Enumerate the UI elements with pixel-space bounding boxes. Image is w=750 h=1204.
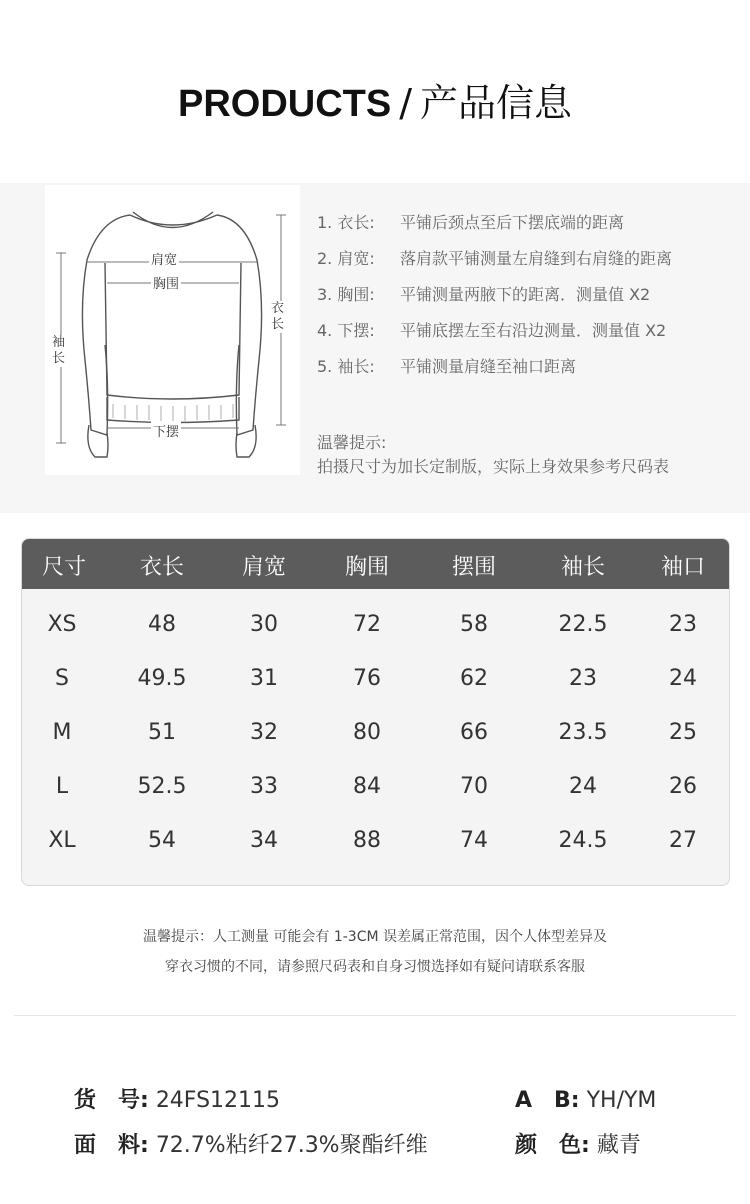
table-row <box>22 815 729 869</box>
measure-text: 平铺后颈点至后下摆底端的距离 <box>400 213 625 232</box>
table-cell: 30 <box>250 612 278 637</box>
table-cell: 51 <box>148 720 176 745</box>
material-label: 面 料: <box>74 1133 149 1158</box>
table-cell: 25 <box>669 720 697 745</box>
measure-label: 4. 下摆: <box>317 321 375 340</box>
table-cell: 23 <box>569 666 597 691</box>
table-cell: 23 <box>669 612 697 637</box>
product-color <box>515 1128 641 1159</box>
table-cell: 48 <box>148 612 176 637</box>
table-cell: S <box>55 666 69 691</box>
table-cell: XL <box>48 828 76 853</box>
table-cell: 34 <box>250 828 278 853</box>
measure-item <box>317 210 672 246</box>
table-cell: 23.5 <box>558 720 608 745</box>
title-separator: / <box>399 81 413 125</box>
measure-text: 落肩款平铺测量左肩缝到右肩缝的距离 <box>400 249 673 268</box>
diagram-label-length: 衣长 <box>271 301 285 332</box>
table-row <box>22 761 729 815</box>
divider <box>14 1015 736 1016</box>
table-row <box>22 707 729 761</box>
table-cell: 24.5 <box>558 828 608 853</box>
sweatshirt-diagram <box>45 185 300 475</box>
measure-text: 平铺底摆左至右沿边测量．测量值 X2 <box>400 321 667 340</box>
table-cell: XS <box>47 612 77 637</box>
product-sku <box>74 1083 280 1114</box>
ab-value: YH/YM <box>586 1088 657 1113</box>
table-cell: L <box>55 774 69 799</box>
table-cell: 66 <box>460 720 488 745</box>
measure-label: 1. 衣长: <box>317 213 375 232</box>
diagram-label-shoulder: 肩宽 <box>149 249 179 268</box>
measurement-note <box>0 922 750 982</box>
size-table <box>21 538 730 886</box>
table-cell: 49.5 <box>137 666 187 691</box>
header-sleeve: 袖长 <box>560 555 605 580</box>
table-row <box>22 599 729 653</box>
measure-label: 3. 胸围: <box>317 285 375 304</box>
table-cell: 62 <box>460 666 488 691</box>
title-chinese: 产品信息 <box>420 81 573 125</box>
measure-text: 平铺测量两腋下的距离．测量值 X2 <box>400 285 651 304</box>
size-table-header <box>22 539 729 589</box>
table-cell: M <box>52 720 72 745</box>
tips-block <box>317 431 669 479</box>
table-cell: 22.5 <box>558 612 608 637</box>
measure-text: 平铺测量肩缝至袖口距离 <box>400 357 577 376</box>
table-cell: 24 <box>669 666 697 691</box>
measure-item <box>317 354 672 390</box>
sku-value: 24FS12115 <box>155 1088 281 1113</box>
header-size: 尺寸 <box>41 555 86 580</box>
table-cell: 76 <box>353 666 381 691</box>
tips-title: 温馨提示: <box>317 433 387 452</box>
table-cell: 33 <box>250 774 278 799</box>
header-cuff: 袖口 <box>660 555 705 580</box>
table-cell: 26 <box>669 774 697 799</box>
note-line-1: 温馨提示：人工测量 可能会有 1-3CM 误差属正常范围，因个人体型差异及 <box>142 929 608 945</box>
header-hem: 摆围 <box>451 555 496 580</box>
header-chest: 胸围 <box>344 555 389 580</box>
measure-label: 2. 肩宽: <box>317 249 375 268</box>
table-cell: 72 <box>353 612 381 637</box>
product-material <box>74 1128 428 1159</box>
color-value: 藏青 <box>596 1133 641 1158</box>
product-ab <box>515 1083 656 1114</box>
table-cell: 80 <box>353 720 381 745</box>
ab-label: A B: <box>515 1088 580 1113</box>
table-cell: 88 <box>353 828 381 853</box>
measure-item <box>317 282 672 318</box>
table-cell: 24 <box>569 774 597 799</box>
table-cell: 84 <box>353 774 381 799</box>
measurement-instructions <box>317 210 672 390</box>
table-cell: 32 <box>250 720 278 745</box>
table-row <box>22 653 729 707</box>
page-title <box>0 72 750 127</box>
table-cell: 74 <box>460 828 488 853</box>
diagram-label-sleeve: 袖长 <box>52 335 66 366</box>
measure-item <box>317 246 672 282</box>
header-length: 衣长 <box>139 555 184 580</box>
table-cell: 27 <box>669 828 697 853</box>
table-cell: 31 <box>250 666 278 691</box>
table-cell: 54 <box>148 828 176 853</box>
color-label: 颜 色: <box>515 1133 590 1158</box>
material-value: 72.7%粘纤27.3%聚酯纤维 <box>155 1133 428 1158</box>
title-english: PRODUCTS <box>177 83 392 125</box>
tips-text: 拍摄尺寸为加长定制版，实际上身效果参考尺码表 <box>317 457 670 476</box>
measure-label: 5. 袖长: <box>317 357 375 376</box>
sku-label: 货 号: <box>74 1088 149 1113</box>
diagram-label-chest: 胸围 <box>151 273 181 292</box>
note-line-2: 穿衣习惯的不同，请参照尺码表和自身习惯选择如有疑问请联系客服 <box>165 959 585 975</box>
header-shoulder: 肩宽 <box>241 555 286 580</box>
table-cell: 70 <box>460 774 488 799</box>
table-cell: 58 <box>460 612 488 637</box>
diagram-label-hem: 下摆 <box>151 421 181 440</box>
table-cell: 52.5 <box>137 774 187 799</box>
measure-item <box>317 318 672 354</box>
